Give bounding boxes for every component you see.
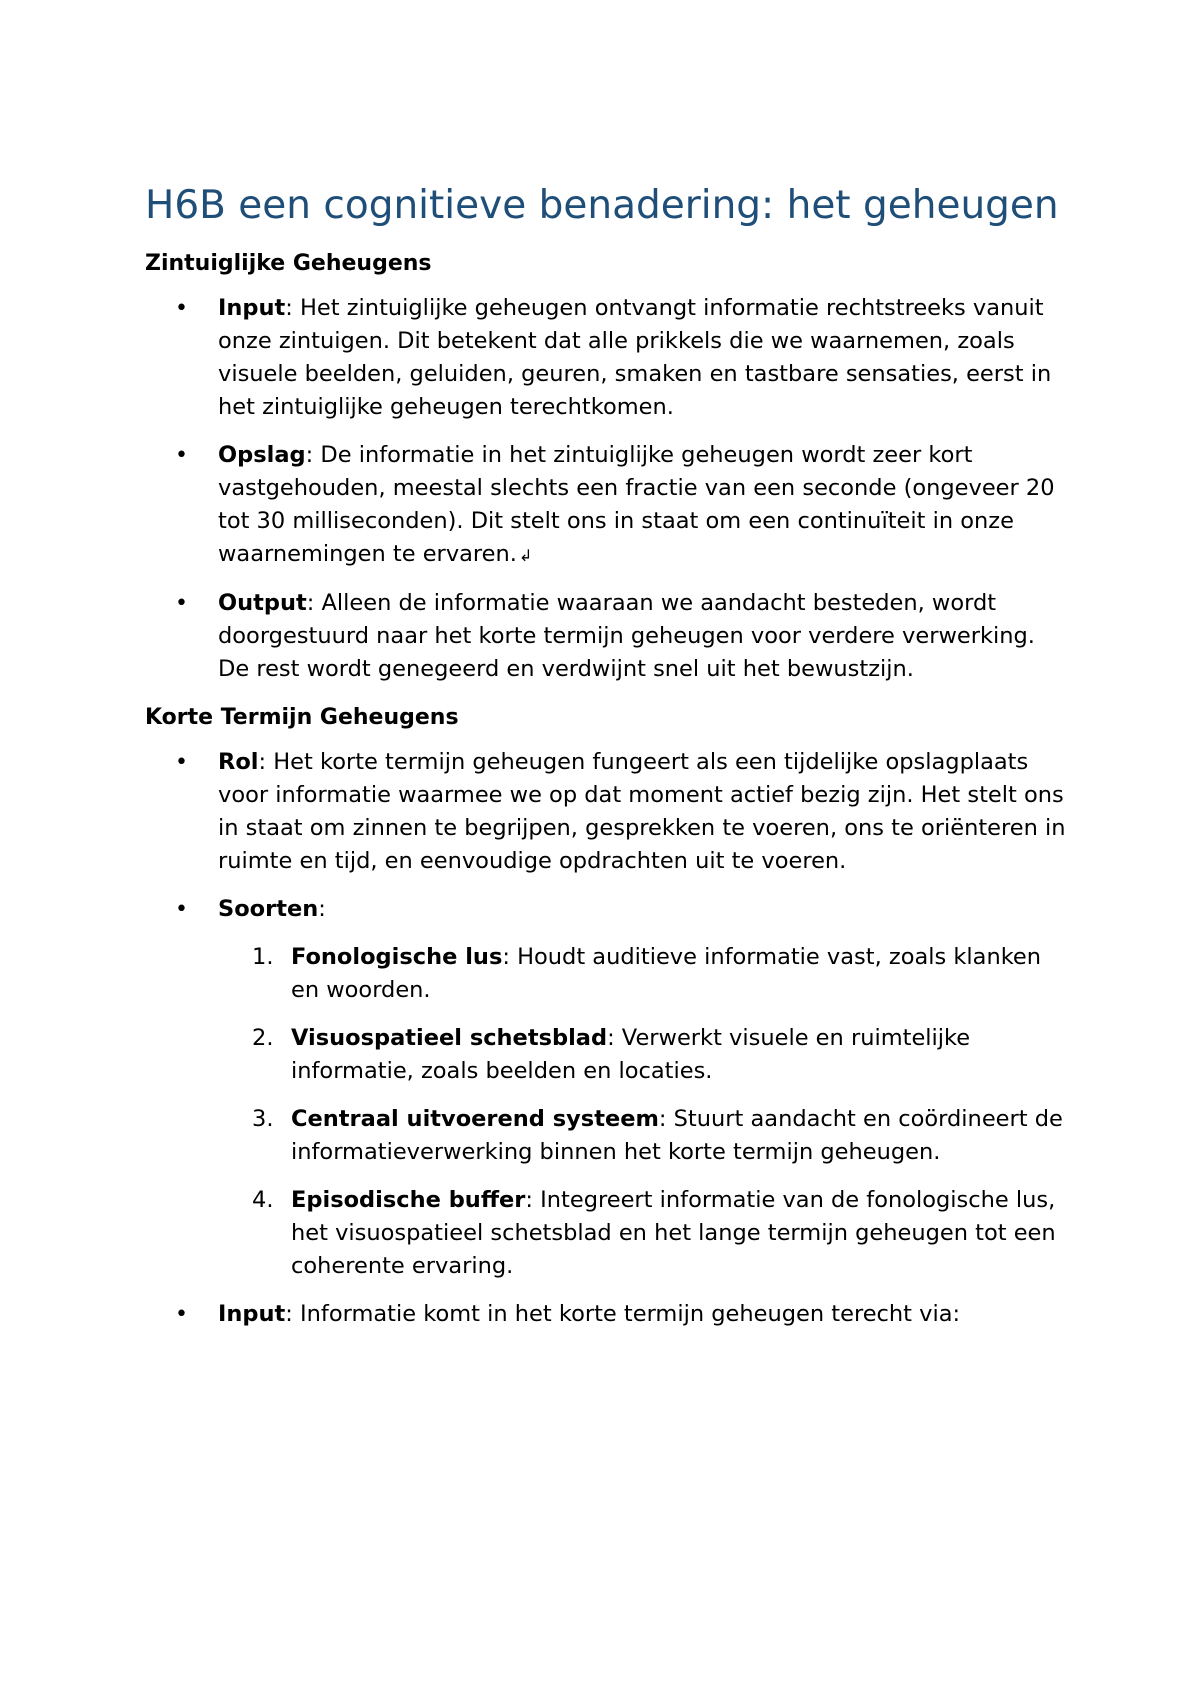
numbered-list xyxy=(218,941,1070,1283)
bullet-icon: • xyxy=(175,1302,188,1327)
item-text: : Het zintuiglijke geheugen ontvangt informatie rechtstreeks vanuit onze zintuigen. Dit betekent dat alle prikkels die we waarnemen, zoals visuele beelden, geluiden, geuren, smaken en tastbare sensaties, eerst in het zintuiglijke geheugen terechtkomen. xyxy=(218,295,1052,420)
numbered-item xyxy=(218,1103,1070,1169)
bullet-icon: • xyxy=(175,897,188,922)
numbered-item xyxy=(218,1184,1070,1283)
section-korte-termijn-geheugens xyxy=(145,701,1070,1331)
item-term: Centraal uitvoerend systeem xyxy=(291,1106,659,1132)
list-item xyxy=(145,292,1070,424)
item-text: : xyxy=(318,896,326,922)
bullet-icon: • xyxy=(175,443,188,468)
item-text: : De informatie in het zintuiglijke geheugen wordt zeer kort vastgehouden, meestal slechts een fractie van een seconde (ongeveer 20 tot 30 milliseconden). Dit stelt ons in staat om een continuïteit in onze waarnemingen te ervaren. xyxy=(218,442,1055,567)
numbered-item xyxy=(218,941,1070,1007)
item-text: : Alleen de informatie waaraan we aandacht besteden, wordt doorgestuurd naar het korte termijn geheugen voor verdere verwerking. De rest wordt genegeerd en verdwijnt snel uit het bewustzijn. xyxy=(218,590,1035,682)
item-term: Fonologische lus xyxy=(291,944,503,970)
item-number: 4. xyxy=(252,1187,274,1213)
item-text: : Informatie komt in het korte termijn geheugen terecht via: xyxy=(285,1301,961,1327)
list-item xyxy=(145,439,1070,572)
item-text: : Verwerkt visuele en ruimtelijke informatie, zoals beelden en locaties. xyxy=(291,1025,971,1084)
bullet-list xyxy=(145,746,1070,1331)
section-zintuiglijke-geheugens xyxy=(145,247,1070,686)
section-heading: Korte Termijn Geheugens xyxy=(145,705,459,730)
item-term: Soorten xyxy=(218,896,319,922)
bullet-icon: • xyxy=(175,296,188,321)
section-heading: Zintuiglijke Geheugens xyxy=(145,251,432,276)
item-text: : Stuurt aandacht en coördineert de informatieverwerking binnen het korte termijn geheugen. xyxy=(291,1106,1063,1165)
item-term: Output xyxy=(218,590,307,616)
item-text: : Houdt auditieve informatie vast, zoals klanken en woorden. xyxy=(291,944,1042,1003)
item-number: 2. xyxy=(252,1025,274,1051)
list-item xyxy=(145,1298,1070,1331)
item-term: Opslag xyxy=(218,442,306,468)
item-term: Input xyxy=(218,295,286,321)
bullet-icon: • xyxy=(175,591,188,616)
numbered-item xyxy=(218,1022,1070,1088)
item-term: Rol xyxy=(218,749,259,775)
edit-mark-icon: ↲ xyxy=(518,546,533,565)
item-number: 3. xyxy=(252,1106,274,1132)
list-item xyxy=(145,893,1070,1283)
item-term: Input xyxy=(218,1301,286,1327)
item-text: : Het korte termijn geheugen fungeert als een tijdelijke opslagplaats voor informatie waarmee we op dat moment actief bezig zijn. Het stelt ons in staat om zinnen te begrijpen, gesprekken te voeren, ons te oriënteren in ruimte en tijd, en eenvoudige opdrachten uit te voeren. xyxy=(218,749,1066,874)
item-text: : Integreert informatie van de fonologische lus, het visuospatieel schetsblad en het lange termijn geheugen tot een coherente ervaring. xyxy=(291,1187,1056,1279)
item-number: 1. xyxy=(252,944,274,970)
document-page xyxy=(145,178,1070,1346)
list-item xyxy=(145,587,1070,686)
list-item xyxy=(145,746,1070,878)
bullet-icon: • xyxy=(175,750,188,775)
item-term: Visuospatieel schetsblad xyxy=(291,1025,608,1051)
bullet-list xyxy=(145,292,1070,686)
page-title: H6B een cognitieve benadering: het geheugen xyxy=(145,183,1059,228)
item-term: Episodische buffer xyxy=(291,1187,526,1213)
